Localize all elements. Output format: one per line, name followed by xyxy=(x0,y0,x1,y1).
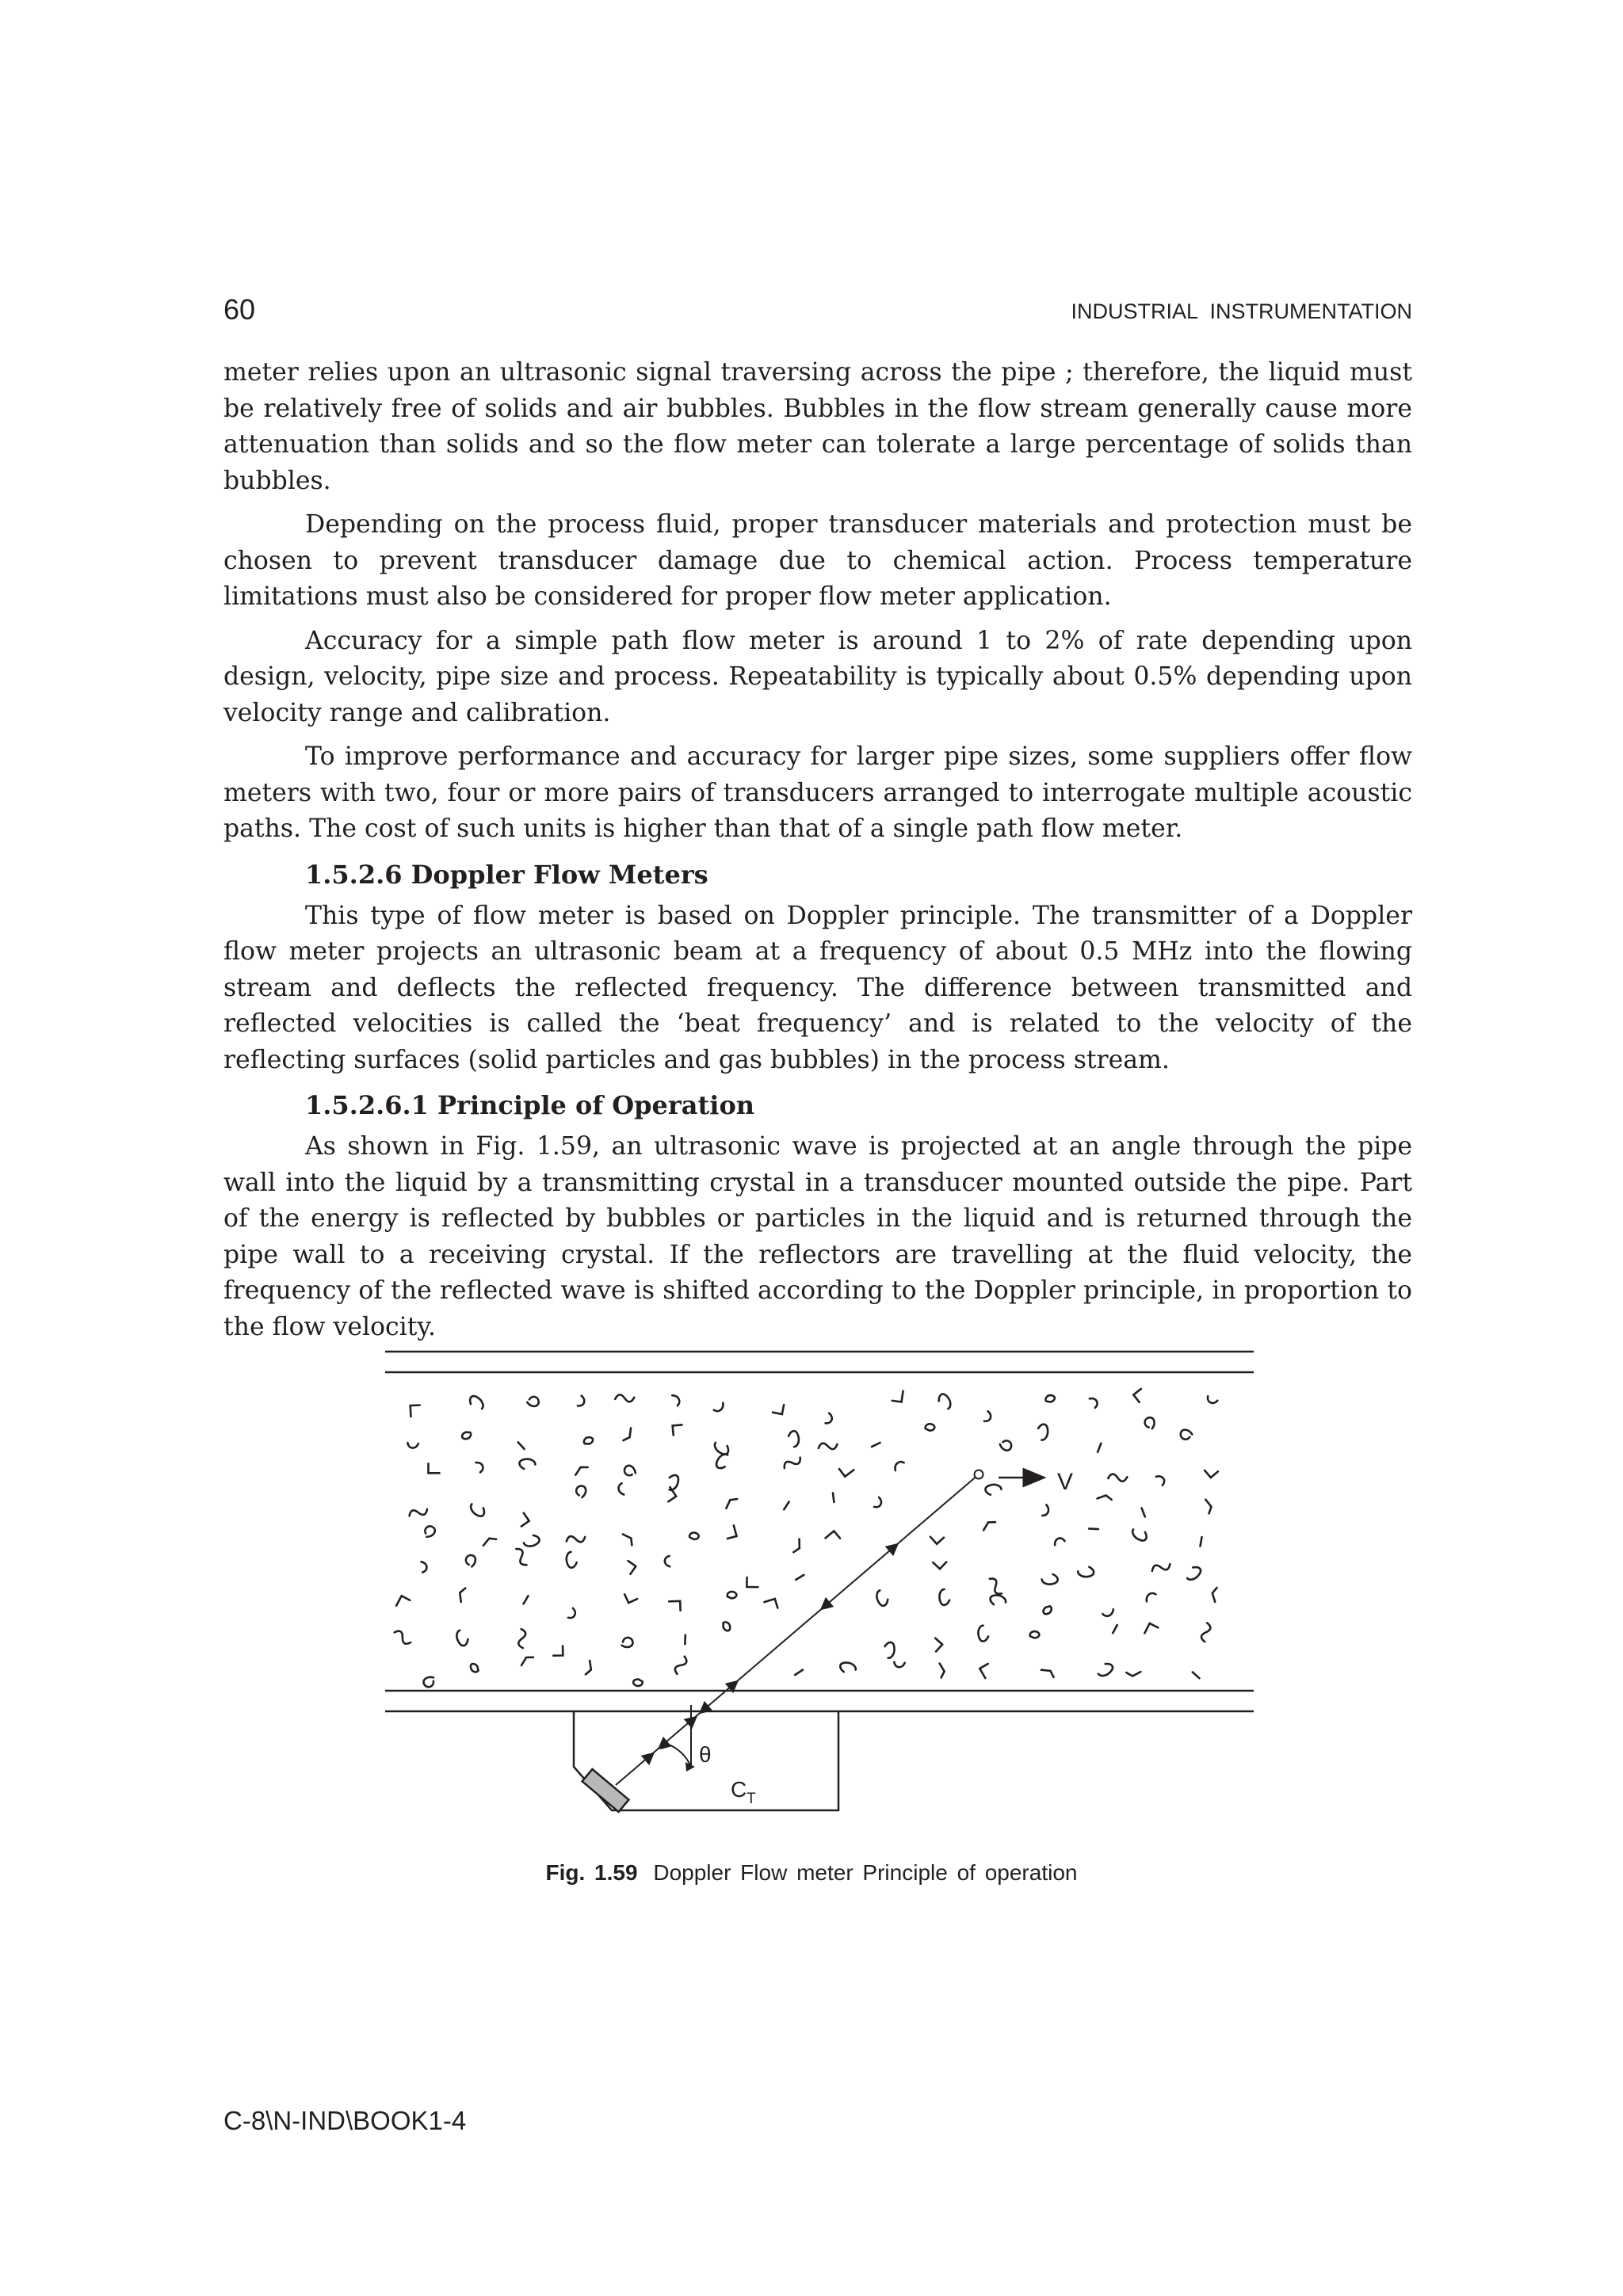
particle-squiggle xyxy=(1044,1394,1056,1405)
particle-squiggle xyxy=(623,1531,635,1546)
particle-squiggle xyxy=(826,1531,840,1545)
particle-squiggle xyxy=(989,1594,1006,1608)
particle-squiggle xyxy=(1144,1623,1158,1638)
particle-squiggle xyxy=(724,1497,738,1508)
particle-squiggle xyxy=(1110,1625,1120,1633)
particle-squiggle xyxy=(980,1664,993,1678)
particle-squiggle xyxy=(411,1405,421,1417)
particle-squiggle xyxy=(1184,1565,1202,1582)
particle-squiggle xyxy=(1126,1671,1140,1676)
particle-squiggle xyxy=(985,1484,1002,1495)
particle-squiggle xyxy=(1205,1499,1212,1514)
particle-squiggle xyxy=(663,1556,674,1568)
particle-squiggle xyxy=(1087,1397,1099,1408)
particle-squiggle xyxy=(468,1394,486,1412)
particle-squiggle xyxy=(1094,1444,1104,1452)
particle-squiggle xyxy=(789,1431,800,1447)
particle-squiggle xyxy=(987,1577,1005,1596)
particle-squiggle xyxy=(1042,1574,1058,1585)
transmitting-crystal xyxy=(582,1769,629,1812)
particle-squiggle xyxy=(584,1661,594,1676)
particle-squiggle xyxy=(764,1599,777,1611)
particle-squiggle xyxy=(1208,1396,1218,1403)
particle-squiggle xyxy=(894,1658,906,1669)
particle-squiggle xyxy=(892,1390,903,1402)
particle-squiggle xyxy=(455,1629,469,1647)
particle-squiggle xyxy=(1078,1566,1094,1577)
paragraph-doppler: This type of flow meter is based on Doppler principle. The transmitter of a Doppler flow meter projects an ultrasonic beam at a frequency of about 0.5 MHz into the flowing stream and deflects the reflected frequency. The difference between transmitted and reflected velocities is called the ‘beat frequency’ and is related to the velocity of the reflecting surfaces (solid particles and gas bubbles) in the process stream. xyxy=(223,901,1412,1074)
particle-squiggle xyxy=(1144,1417,1155,1429)
particle-squiggle xyxy=(875,1589,889,1607)
particle-squiggle xyxy=(622,1428,635,1443)
particle-squiggle xyxy=(714,1452,731,1471)
angle-label: θ xyxy=(699,1742,712,1767)
particle-squiggle xyxy=(937,1392,953,1411)
particle-squiggle xyxy=(473,1461,485,1473)
particle-squiggle xyxy=(939,1589,949,1605)
paragraph-2: Depending on the process fluid, proper transducer materials and protection must be chosen to prevent transducer damage due to chemical action. Process temperature limitations must also be considered for proper flow meter application. xyxy=(223,510,1412,611)
particle-squiggle xyxy=(999,1438,1013,1451)
section-heading-principle: 1.5.2.6.1 Principle of Operation xyxy=(305,1090,755,1120)
particle-squiggle xyxy=(1041,1666,1056,1679)
particle-squiggle xyxy=(792,1539,804,1554)
particle-squiggle xyxy=(795,1670,803,1675)
particles-layer xyxy=(392,1389,1218,1688)
particle-squiggle xyxy=(930,1531,944,1544)
particle-squiggle xyxy=(482,1536,497,1546)
particle-squiggle xyxy=(521,1596,531,1604)
particle-squiggle xyxy=(1140,1508,1147,1517)
crystal-label: C xyxy=(731,1777,747,1802)
particle-squiggle xyxy=(516,1513,529,1527)
particle-squiggle xyxy=(553,1646,563,1656)
doppler-diagram xyxy=(382,1339,1254,1854)
particle-squiggle xyxy=(981,1520,996,1531)
particle-squiggle xyxy=(983,1411,991,1421)
particle-squiggle xyxy=(396,1596,410,1610)
particle-squiggle xyxy=(720,1621,731,1632)
particle-squiggle xyxy=(839,1463,854,1477)
particle-squiggle xyxy=(513,1547,529,1567)
particle-squiggle xyxy=(1197,1537,1205,1546)
particle-squiggle xyxy=(1029,1630,1040,1639)
particle-squiggle xyxy=(782,1502,792,1510)
crystal-label-subscript: T xyxy=(747,1791,756,1807)
particle-squiggle xyxy=(1096,1661,1115,1678)
particle-squiggle xyxy=(407,1440,419,1450)
particle-squiggle xyxy=(672,1394,680,1406)
particle-squiggle xyxy=(689,1531,700,1541)
particle-squiggle xyxy=(408,1505,429,1520)
footer-code: C-8\N-IND\BOOK1-4 xyxy=(223,2106,467,2135)
paragraph-4: To improve performance and accuracy for larger pipe sizes, some suppliers offer flow meters with two, four or more pairs of transducers arranged to interrogate multiple acoustic paths. The cost of such units is higher than that of a single path flow meter. xyxy=(223,742,1412,843)
particle-squiggle xyxy=(519,1459,535,1469)
particle-squiggle xyxy=(615,1394,635,1403)
particle-squiggle xyxy=(1042,1604,1052,1615)
particle-squiggle xyxy=(818,1440,838,1452)
particle-squiggle xyxy=(623,1561,636,1574)
particle-squiggle xyxy=(582,1435,594,1446)
running-header: INDUSTRIAL INSTRUMENTATION xyxy=(1071,299,1412,323)
particle-squiggle xyxy=(624,1590,637,1603)
particle-squiggle xyxy=(422,1524,437,1539)
body-text xyxy=(223,355,1412,1353)
particle-squiggle xyxy=(1179,1428,1193,1440)
particle-squiggle xyxy=(1040,1505,1051,1517)
particle-squiggle xyxy=(461,1430,472,1441)
particle-squiggle xyxy=(1193,1671,1200,1680)
page-number: 60 xyxy=(223,293,256,326)
figure-caption-label: Fig. 1.59 xyxy=(545,1860,638,1885)
section-heading-doppler: 1.5.2.6 Doppler Flow Meters xyxy=(305,859,708,890)
particle-squiggle xyxy=(392,1629,413,1646)
particle-squiggle xyxy=(456,1587,467,1602)
particle-squiggle xyxy=(1210,1587,1218,1602)
particle-squiggle xyxy=(924,1422,935,1432)
particle-squiggle xyxy=(940,1664,945,1678)
particle-squiggle xyxy=(621,1637,633,1648)
particle-squiggle xyxy=(874,1497,881,1507)
particle-squiggle xyxy=(824,1413,832,1423)
paragraph-principle: As shown in Fig. 1.59, an ultrasonic wave is projected at an angle through the pipe wall into the liquid by a transmitting crystal in a transducer mounted outside the pipe. Part of the energy is reflected by bubbles or particles in the liquid and is returned through the pipe wall to a receiving crystal. If the reflectors are travelling at the fluid velocity, the frequency of the reflected wave is shifted according to the Doppler principle, in proportion to the flow velocity. xyxy=(223,1132,1412,1341)
particle-squiggle xyxy=(1108,1473,1128,1482)
particle-squiggle xyxy=(978,1625,988,1641)
particle-squiggle xyxy=(773,1403,784,1414)
particle-squiggle xyxy=(566,1533,586,1545)
figure-caption xyxy=(0,1860,1623,1886)
particle-squiggle xyxy=(618,1483,625,1495)
particle-squiggle xyxy=(622,1464,637,1478)
particle-squiggle xyxy=(665,1474,681,1492)
particle-squiggle xyxy=(465,1554,476,1567)
particle-squiggle xyxy=(469,1663,480,1674)
particle-squiggle xyxy=(574,1464,589,1474)
particle-squiggle xyxy=(632,1678,643,1687)
particle-squiggle xyxy=(724,1525,736,1539)
particle-squiggle xyxy=(712,1403,725,1413)
particle-squiggle xyxy=(422,1675,437,1688)
ultrasonic-beam xyxy=(616,1474,979,1785)
particle-squiggle xyxy=(568,1608,575,1618)
particle-squiggle xyxy=(674,1655,689,1676)
particle-squiggle xyxy=(839,1661,857,1675)
particle-squiggle xyxy=(1144,1592,1157,1601)
particle-squiggle xyxy=(830,1493,838,1502)
particle-squiggle xyxy=(468,1501,487,1519)
particle-squiggle xyxy=(884,1642,896,1659)
paragraph-3: Accuracy for a simple path flow meter is around 1 to 2% of rate depending upon design, velocity, pipe size and process. Repeatability is typically about 0.5% depending upon velocity range and calibration. xyxy=(223,626,1412,727)
particle-squiggle xyxy=(712,1439,731,1456)
particle-squiggle xyxy=(1154,1474,1166,1486)
particle-squiggle xyxy=(929,1638,942,1652)
particle-squiggle xyxy=(429,1463,440,1473)
particle-squiggle xyxy=(1133,1389,1147,1402)
particle-squiggle xyxy=(893,1460,906,1470)
particle-squiggle xyxy=(517,1629,527,1649)
particle-squiggle xyxy=(575,1486,586,1498)
particle-squiggle xyxy=(522,1534,540,1547)
particle-squiggle xyxy=(418,1561,429,1573)
particle-squiggle xyxy=(747,1577,758,1587)
figure-caption-text: Doppler Flow meter Principle of operation xyxy=(653,1860,1078,1885)
particle-squiggle xyxy=(1098,1494,1113,1501)
particle-squiggle xyxy=(1053,1536,1065,1548)
particle-squiggle xyxy=(1037,1424,1048,1440)
reflector-particle xyxy=(975,1470,983,1479)
particle-squiggle xyxy=(669,1601,680,1611)
particle-squiggle xyxy=(1205,1464,1218,1478)
particle-squiggle xyxy=(1102,1609,1114,1616)
particle-squiggle xyxy=(673,1425,683,1435)
particle-squiggle xyxy=(1130,1526,1149,1543)
particle-squiggle xyxy=(1151,1561,1171,1575)
particle-squiggle xyxy=(566,1551,577,1568)
paragraph-1: meter relies upon an ultrasonic signal traversing across the pipe ; therefore, the liquid must be relatively free of solids and air bubbles. Bubbles in the flow stream generally cause more attenuation than solids and so the flow meter can tolerate a large percentage of solids than bubbles. xyxy=(223,358,1412,495)
particle-squiggle xyxy=(1089,1525,1098,1534)
particle-squiggle xyxy=(782,1455,802,1472)
particle-squiggle xyxy=(796,1575,804,1580)
particle-squiggle xyxy=(933,1555,946,1569)
velocity-label: V xyxy=(1057,1469,1074,1495)
particle-squiggle xyxy=(681,1635,689,1645)
particle-squiggle xyxy=(872,1442,880,1447)
particle-squiggle xyxy=(518,1441,525,1450)
particle-squiggle xyxy=(527,1396,540,1407)
particle-squiggle xyxy=(577,1395,585,1405)
particle-squiggle xyxy=(1201,1623,1211,1642)
particle-squiggle xyxy=(726,1590,737,1600)
particle-squiggle xyxy=(519,1654,534,1665)
doppler-flow-meter-figure xyxy=(382,1339,1254,1854)
